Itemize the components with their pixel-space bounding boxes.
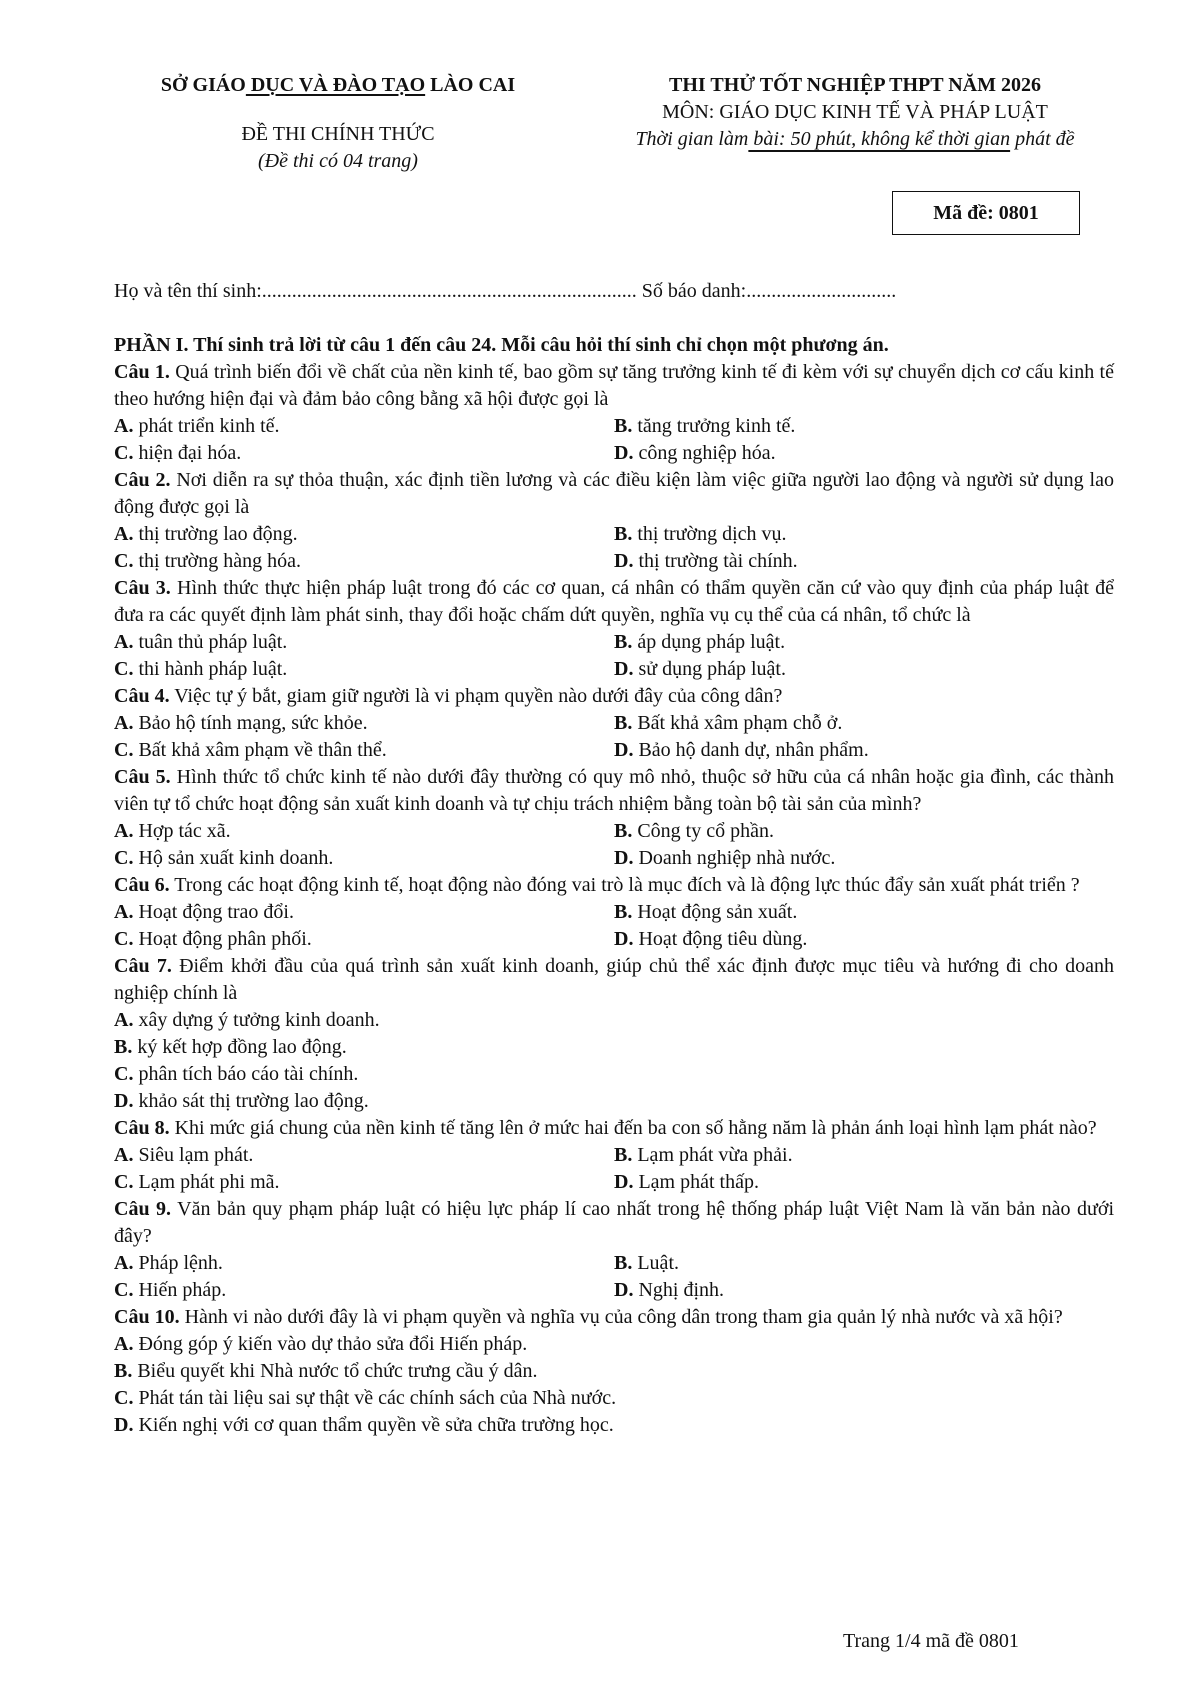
question-text: Việc tự ý bắt, giam giữ người là vi phạm quyền nào dưới đây của công dân?	[169, 685, 783, 707]
question-text: Khi mức giá chung của nền kinh tế tăng lên ở mức hai đến ba con số hằng năm là phản ánh loại hình lạm phát nào?	[169, 1117, 1097, 1139]
candidate-id-field: ..............................	[746, 280, 897, 302]
question-label: Câu 3.	[114, 577, 171, 599]
page-footer: Trang 1/4 mã đề 0801	[843, 1630, 1019, 1652]
option-c: C. hiện đại hóa.	[114, 442, 242, 464]
question-5	[114, 764, 1114, 818]
option-c: C. thi hành pháp luật.	[114, 658, 288, 680]
question-10	[114, 1304, 1114, 1331]
question-8	[114, 1115, 1114, 1142]
question-label: Câu 2.	[114, 469, 171, 491]
exam-time: Thời gian làm bài: 50 phút, không kể thời gian phát đề	[635, 128, 1075, 150]
options-row	[114, 440, 1114, 467]
question-label: Câu 9.	[114, 1198, 172, 1220]
option-c: C. Phát tán tài liệu sai sự thật về các chính sách của Nhà nước.	[114, 1387, 617, 1409]
question-text: Hành vi nào dưới đây là vi phạm quyền và nghĩa vụ của công dân trong tham gia quản lý nhà nước và xã hội?	[179, 1306, 1063, 1328]
question-label: Câu 5.	[114, 766, 171, 788]
exam-code-box: Mã đề: 0801	[892, 191, 1080, 235]
exam-body	[114, 332, 1114, 1439]
option-a: A. Bảo hộ tính mạng, sức khỏe.	[114, 712, 368, 734]
question-text: Nơi diễn ra sự thỏa thuận, xác định tiền lương và các điều kiện làm việc giữa người lao động và người sử dụng lao động được gọi là	[114, 469, 1114, 518]
option-a: A. xây dựng ý tưởng kinh doanh.	[114, 1009, 380, 1031]
question-1	[114, 359, 1114, 413]
question-text: Điểm khởi đầu của quá trình sản xuất kinh doanh, giúp chủ thể xác định được mục tiêu và hướng đi cho doanh nghiệp chính là	[114, 955, 1114, 1004]
candidate-info-line	[114, 278, 1124, 305]
official-label: ĐỀ THI CHÍNH THỨC	[241, 123, 435, 145]
options-row	[114, 629, 1114, 656]
question-label: Câu 10.	[114, 1306, 180, 1328]
question-2	[114, 467, 1114, 521]
option-b: B. Luật.	[614, 1252, 679, 1274]
candidate-name-label: Họ và tên thí sinh:	[114, 280, 262, 302]
option-d: D. Kiến nghị với cơ quan thẩm quyền về sửa chữa trường học.	[114, 1414, 614, 1436]
option-b: B. Bất khả xâm phạm chỗ ở.	[614, 712, 843, 734]
option-a: A. Hoạt động trao đổi.	[114, 901, 294, 923]
option-a: A. Đóng góp ý kiến vào dự thảo sửa đổi Hiến pháp.	[114, 1333, 528, 1355]
option-c: C. Hiến pháp.	[114, 1279, 227, 1301]
question-label: Câu 1.	[114, 361, 170, 383]
option-d: D. công nghiệp hóa.	[614, 442, 776, 464]
option-c: C. Hoạt động phân phối.	[114, 928, 312, 950]
options-row	[114, 1250, 1114, 1277]
question-label: Câu 6.	[114, 874, 170, 896]
question-text: Trong các hoạt động kinh tế, hoạt động nào đóng vai trò là mục đích và là động lực thúc đẩy sản xuất phát triển ?	[169, 874, 1080, 896]
option-a: A. Hợp tác xã.	[114, 820, 231, 842]
question-label: Câu 8.	[114, 1117, 170, 1139]
pages-note: (Đề thi có 04 trang)	[258, 150, 418, 172]
option-a: A. Siêu lạm phát.	[114, 1144, 254, 1166]
question-text: Văn bản quy phạm pháp luật có hiệu lực pháp lí cao nhất trong hệ thống pháp luật Việt Nam là văn bản nào dưới đây?	[114, 1198, 1114, 1247]
header-left	[108, 72, 568, 175]
question-7	[114, 953, 1114, 1007]
options-row	[114, 710, 1114, 737]
options-row	[114, 1277, 1114, 1304]
option-d: D. sử dụng pháp luật.	[614, 658, 786, 680]
department-name: SỞ GIÁO DỤC VÀ ĐÀO TẠO LÀO CAI	[160, 74, 516, 96]
question-text: Hình thức tổ chức kinh tế nào dưới đây thường có quy mô nhỏ, thuộc sở hữu của cá nhân hoặc gia đình, các thành viên tự tổ chức hoạt động sản xuất kinh doanh và tự chịu trách nhiệm bằng toàn bộ tài sản của mình?	[114, 766, 1114, 815]
option-a: A. Pháp lệnh.	[114, 1252, 223, 1274]
option-b: B. Lạm phát vừa phải.	[614, 1144, 793, 1166]
header-right	[590, 72, 1120, 153]
options-row	[114, 521, 1114, 548]
option-b: B. áp dụng pháp luật.	[614, 631, 786, 653]
question-label: Câu 4.	[114, 685, 170, 707]
options-row	[114, 413, 1114, 440]
option-b: B. ký kết hợp đồng lao động.	[114, 1036, 347, 1058]
exam-subject: MÔN: GIÁO DỤC KINH TẾ VÀ PHÁP LUẬT	[662, 101, 1048, 123]
option-c: C. Bất khả xâm phạm về thân thể.	[114, 739, 387, 761]
option-b: B. Biểu quyết khi Nhà nước tổ chức trưng cầu ý dân.	[114, 1360, 538, 1382]
option-b: B. thị trường dịch vụ.	[614, 523, 787, 545]
question-9	[114, 1196, 1114, 1250]
option-c: C. Lạm phát phi mã.	[114, 1171, 280, 1193]
question-text: Quá trình biến đổi về chất của nền kinh tế, bao gồm sự tăng trưởng kinh tế đi kèm với sự chuyển dịch cơ cấu kinh tế theo hướng hiện đại và đảm bảo công bằng xã hội được gọi là	[114, 361, 1114, 410]
question-3	[114, 575, 1114, 629]
option-a: A. thị trường lao động.	[114, 523, 298, 545]
option-b: B. Hoạt động sản xuất.	[614, 901, 798, 923]
candidate-name-field: ...........................................................................	[261, 280, 637, 302]
candidate-id-label: Số báo danh:	[636, 280, 747, 302]
options-row	[114, 737, 1114, 764]
question-text: Hình thức thực hiện pháp luật trong đó các cơ quan, cá nhân có thẩm quyền căn cứ vào quy định của pháp luật để đưa ra các quyết định làm phát sinh, thay đổi hoặc chấm dứt quyền, nghĩa vụ cụ thể của cá nhân, tổ chức là	[114, 577, 1114, 626]
option-b: B. Công ty cổ phần.	[614, 820, 774, 842]
option-a: A. phát triển kinh tế.	[114, 415, 280, 437]
option-c: C. phân tích báo cáo tài chính.	[114, 1063, 359, 1085]
option-d: D. thị trường tài chính.	[614, 550, 798, 572]
option-d: D. Lạm phát thấp.	[614, 1171, 759, 1193]
option-a: A. tuân thủ pháp luật.	[114, 631, 288, 653]
option-d: D. Hoạt động tiêu dùng.	[614, 928, 808, 950]
question-6	[114, 872, 1114, 899]
option-c: C. Hộ sản xuất kinh doanh.	[114, 847, 334, 869]
options-row	[114, 548, 1114, 575]
option-d: D. Nghị định.	[614, 1279, 725, 1301]
options-row	[114, 818, 1114, 845]
option-c: C. thị trường hàng hóa.	[114, 550, 301, 572]
options-row	[114, 656, 1114, 683]
options-row	[114, 845, 1114, 872]
options-row	[114, 1169, 1114, 1196]
options-row	[114, 926, 1114, 953]
exam-title: THI THỬ TỐT NGHIỆP THPT NĂM 2026	[669, 74, 1041, 96]
option-b: B. tăng trưởng kinh tế.	[614, 415, 796, 437]
options-row	[114, 1142, 1114, 1169]
question-label: Câu 7.	[114, 955, 172, 977]
question-4	[114, 683, 1114, 710]
options-row	[114, 899, 1114, 926]
option-d: D. Bảo hộ danh dự, nhân phẩm.	[614, 739, 869, 761]
part-heading: PHẦN I. Thí sinh trả lời từ câu 1 đến câu 24. Mỗi câu hỏi thí sinh chỉ chọn một phương án.	[114, 334, 889, 356]
option-d: D. khảo sát thị trường lao động.	[114, 1090, 369, 1112]
option-d: D. Doanh nghiệp nhà nước.	[614, 847, 836, 869]
